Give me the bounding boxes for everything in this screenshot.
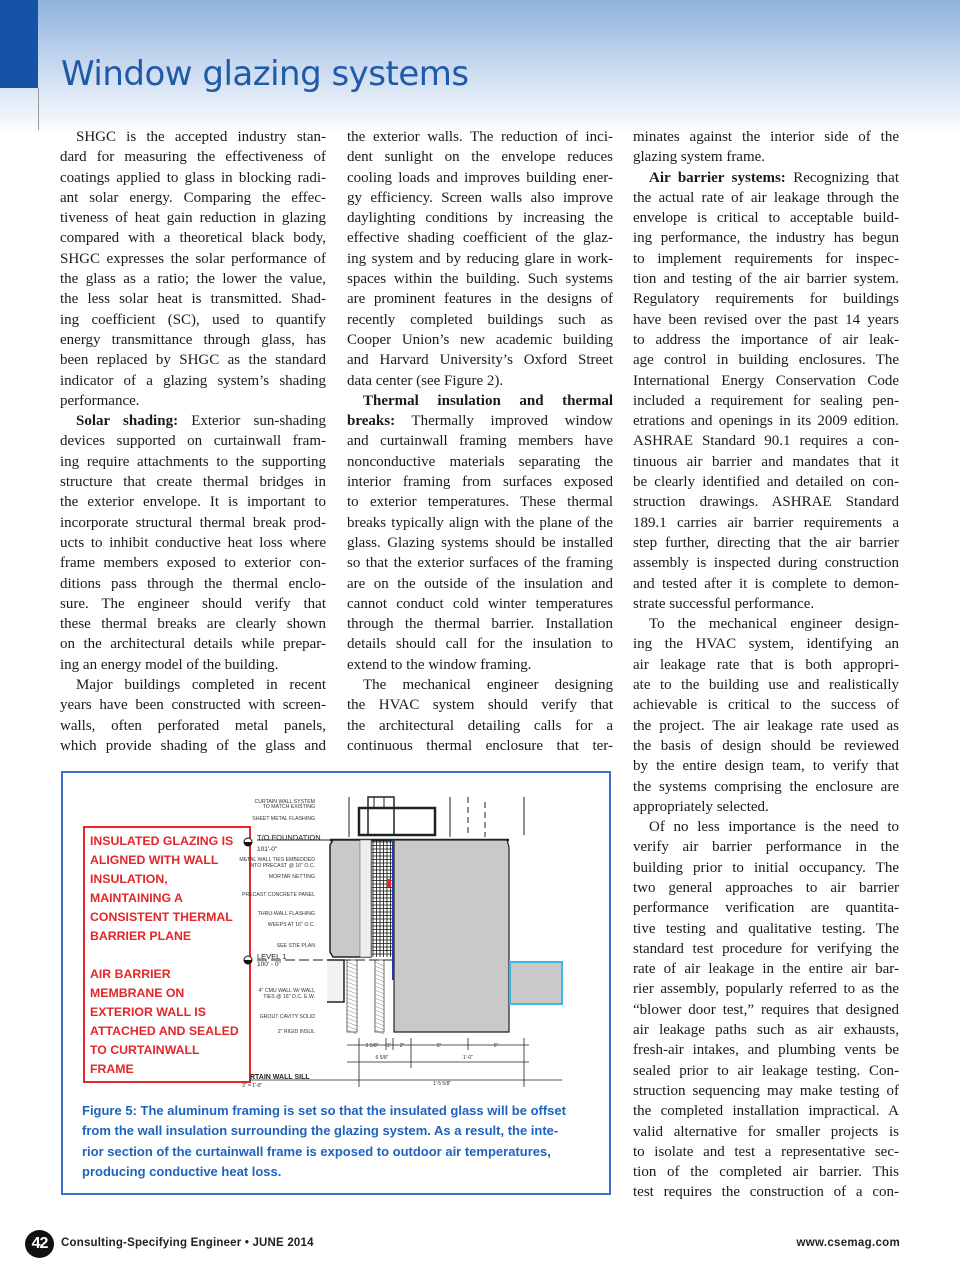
text-line: test requires the construction of a con- xyxy=(633,1184,899,1201)
text-line: the less solar heat is transmitted. Shad- xyxy=(60,291,326,308)
text-line: tiveness of heat gain reduction in glazing xyxy=(60,210,326,227)
text-line: ate to the building use and realistically xyxy=(633,677,899,694)
text-line: and tested after it is complete to demon- xyxy=(633,575,899,592)
label-sheet-metal-flashing: SHEET METAL FLASHING xyxy=(252,816,315,822)
text-line: rate of air leakage in the entire air bar- xyxy=(633,961,899,978)
text-line: to implement requirements for inspec- xyxy=(633,250,899,267)
wall-section-drawing xyxy=(63,773,613,1093)
callout-line: FRAME xyxy=(90,1062,134,1076)
text-line: the exterior walls. The reduction of inci- xyxy=(347,129,613,145)
text-line: tinuous air barrier and mandates that it xyxy=(633,453,899,470)
text-line: Of no less importance is the need to xyxy=(649,819,899,836)
text-line: SHGC is the accepted industry stan- xyxy=(76,129,326,145)
text-line: Cooper Union’s new academic building xyxy=(347,331,613,348)
text-line: Solar shading: Exterior sun-shading xyxy=(76,413,326,430)
level-marker-icon xyxy=(244,838,252,846)
text-line: walls, often perforated metal panels, xyxy=(60,717,326,734)
callout-line: CONSISTENT THERMAL xyxy=(90,910,233,924)
text-line: ing coefficient (SC), used to quantify xyxy=(60,311,326,328)
text-line: “blower door test,” requires that designed xyxy=(633,1001,899,1018)
text-line: the architectural detailing calls for a xyxy=(347,717,613,734)
label-sill: RTAIN WALL SILL xyxy=(250,1074,310,1081)
mortar-netting xyxy=(372,840,392,957)
text-line: been replaced by SHGC as the standard xyxy=(60,352,326,369)
text-line: dent sunlight on the envelope reduces xyxy=(347,149,613,166)
text-line: devices supported on curtainwall fram- xyxy=(60,433,326,450)
label-weeps: WEEPS AT 16" O.C. xyxy=(267,922,315,928)
label-wall-ties: METAL WALL TIES EMBEDDED xyxy=(239,857,315,863)
callout-line: MAINTAINING A xyxy=(90,891,183,905)
label-cmu: 4" CMU WALL W/ WALL xyxy=(258,988,315,994)
text-line: the HVAC system should verify that xyxy=(347,697,613,714)
text-line: tion and testing of the air barrier system. xyxy=(633,271,899,288)
callout-line: BARRIER PLANE xyxy=(90,929,192,943)
label-curtain-wall: CURTAIN WALL SYSTEM xyxy=(254,799,315,805)
text-line: ant solar energy. Comparing the effec- xyxy=(60,189,326,206)
floor-slab xyxy=(510,962,562,1004)
section-tab xyxy=(0,0,38,88)
text-line: breaks: Thermally improved window xyxy=(347,413,613,430)
text-line: recently completed buildings such as xyxy=(347,311,613,328)
text-line: interior framing from surfaces exposed xyxy=(347,474,613,491)
text-column-1 xyxy=(60,127,326,756)
text-line: Air barrier systems: Recognizing that xyxy=(649,169,899,186)
text-line: details should call for the insulation to xyxy=(347,636,613,653)
text-line: to isolate and test a representative sec- xyxy=(633,1143,899,1160)
caption-line: producing conductive heat loss. xyxy=(82,1163,282,1179)
concrete-slab xyxy=(394,840,509,1032)
text-line: ing require attachments to the supporting xyxy=(60,453,326,470)
level-labels xyxy=(242,833,321,1089)
text-line: appropriately selected. xyxy=(633,798,769,815)
text-line: cannot conduct cold winter temperatures xyxy=(347,595,613,612)
text-line: performance. xyxy=(60,392,140,409)
caption-line: Figure 5: The aluminum framing is set so that the insulated glass will be offset xyxy=(82,1103,566,1118)
label-grout: GROUT CAVITY SOLID xyxy=(259,1014,315,1020)
text-line: the actual rate of air leakage through the xyxy=(633,189,899,206)
text-line: so that the exterior surfaces of the framing xyxy=(347,555,613,572)
label-scale: 3" = 1'-0" xyxy=(242,1083,263,1089)
dim-label: 6" xyxy=(436,1043,442,1049)
text-line: tion of the completed air barrier. This xyxy=(633,1164,899,1181)
text-line: strate successful performance. xyxy=(633,595,815,612)
page-number: 42 xyxy=(25,1230,54,1258)
label-mortar-netting: MORTAR NETTING xyxy=(268,874,315,880)
text-line: cooling loads and improves building ener- xyxy=(347,169,613,186)
text-column-3 xyxy=(633,127,899,1203)
text-line: Regulatory requirements for buildings xyxy=(633,291,899,308)
callout-line: INSULATION, xyxy=(90,872,168,886)
dim-label: 1'-0" xyxy=(463,1055,473,1061)
text-line: to exterior temperatures. These thermal xyxy=(347,494,613,511)
text-line: the project. The air leakage rate used as xyxy=(633,717,899,734)
text-line: frame members exposed to exterior con- xyxy=(60,555,326,572)
text-line: gy efficiency. Screen walls also improve xyxy=(347,189,613,206)
cmu-wall xyxy=(327,960,344,1002)
callout-line: AIR BARRIER xyxy=(90,967,171,981)
text-line: 189.1 carries air barrier requirements a xyxy=(633,514,899,531)
text-line: are prominent features in the designs of xyxy=(347,291,613,308)
text-column-2 xyxy=(347,127,613,756)
text-line: standard test procedure for verifying the xyxy=(633,940,899,957)
text-line: etrations and openings in its 2009 edition. xyxy=(633,413,899,430)
dim-label: 3 5/8" xyxy=(365,1043,379,1049)
text-line: the exterior envelope. It is important to xyxy=(60,494,326,511)
text-line: verify air barrier performance in the xyxy=(633,839,899,856)
label-match-existing: TO MATCH EXISTING xyxy=(262,804,315,810)
label-foundation: T/O FOUNDATION xyxy=(257,833,321,842)
text-line: years have been constructed with screen- xyxy=(60,697,326,714)
figure-caption xyxy=(82,1101,602,1182)
text-line: continuous thermal enclosure that ter- xyxy=(347,737,613,754)
text-line: and Harvard University’s Oxford Street xyxy=(347,352,613,369)
label-foundation-elev: 101'-0" xyxy=(257,846,278,853)
text-line: minates against the interior side of the xyxy=(633,129,899,145)
run-in-heading: breaks: xyxy=(347,413,396,430)
text-line: glass. Glazing systems should be installed xyxy=(347,534,613,551)
text-line: glazing system frame. xyxy=(633,149,766,166)
divider xyxy=(38,88,39,130)
text-line: tive testing and qualitative testing. The xyxy=(633,920,899,937)
text-line: the completed installation impractical. A xyxy=(633,1103,899,1120)
text-line: nonconductive materials separating the xyxy=(347,453,613,470)
run-in-heading: Solar shading: xyxy=(76,413,179,430)
publication-line: Consulting-Specifying Engineer • JUNE 2014 xyxy=(61,1237,314,1249)
text-line: on the architectural details while prepar- xyxy=(60,636,326,653)
text-line: data center (see Figure 2). xyxy=(347,372,504,389)
text-line: fresh-air intakes, and plumbing vents be xyxy=(633,1042,899,1059)
dim-label: 6 5/8" xyxy=(375,1055,389,1061)
text-line: sure. The engineer should verify that xyxy=(60,595,326,612)
text-line: the glass as a ratio; the lower the value, xyxy=(60,271,326,288)
text-line: which provide shading of the glass and xyxy=(60,737,326,754)
text-line: incorporate structural thermal break prod- xyxy=(60,514,326,531)
callout-line: INSULATED GLAZING IS xyxy=(90,834,234,848)
label-precast-panel: PRECAST CONCRETE PANEL xyxy=(241,892,315,898)
text-line: the basis of design should be reviewed xyxy=(633,737,899,754)
text-line: struction sequencing may make testing of xyxy=(633,1082,899,1099)
text-line: energy transmittance through glass, has xyxy=(60,331,326,348)
text-line: indicator of a glazing system’s shading xyxy=(60,372,326,389)
text-line: daylighting conditions by increasing the xyxy=(347,210,613,227)
text-line: are on the outside of the insulation and xyxy=(347,575,613,592)
text-line: building prior to initial occupancy. The xyxy=(633,859,899,876)
text-line: have been revised over the past 14 years xyxy=(633,311,899,328)
callout-line: TO CURTAINWALL xyxy=(90,1043,200,1057)
text-line: the systems comprising the enclosure are xyxy=(633,778,899,795)
run-in-heading: Air barrier systems: xyxy=(649,169,786,186)
page-title: Window glazing systems xyxy=(61,54,469,94)
callout-line: EXTERIOR WALL IS xyxy=(90,1005,206,1019)
text-line: air leakage paths such as air exhausts, xyxy=(633,1022,899,1039)
text-line: be clearly identified and detailed on con- xyxy=(633,474,899,491)
text-line: these thermal breaks are clearly shown xyxy=(60,616,326,633)
text-line: and curtainwall framing members have xyxy=(347,433,613,450)
text-line: assembly is inspected during construction xyxy=(633,555,899,572)
text-line: To the mechanical engineer design- xyxy=(649,616,899,633)
text-line: rier assembly, popularly referred to as the xyxy=(633,981,899,998)
text-line: air leakage rate that is both appropri- xyxy=(633,656,899,673)
dim-label: 1" xyxy=(386,1043,392,1049)
dim-label: 1'-5 5/8" xyxy=(432,1081,452,1087)
text-line: structure that create thermal bridges in xyxy=(60,474,326,491)
callout-line: ALIGNED WITH WALL xyxy=(90,853,219,867)
text-line: coatings applied to glass in blocking radi- xyxy=(60,169,326,186)
text-line: extend to the window framing. xyxy=(347,656,532,673)
text-line: performance verification are quantita- xyxy=(633,900,899,917)
text-line: included a requirement for sealing pen- xyxy=(633,392,899,409)
text-line: ASHRAE Standard 90.1 requires a con- xyxy=(633,433,899,450)
caption-line: rior section of the curtainwall frame is exposed to outdoor air temperatures, xyxy=(82,1143,551,1159)
curtain-wall-frame xyxy=(349,797,524,837)
label-wall-ties-2: INTO PRECAST @ 16" O.C. xyxy=(248,863,315,869)
text-line: breaks typically align with the plane of the xyxy=(347,514,613,531)
label-site-plan: SEE STIE PLAN xyxy=(276,943,315,949)
text-line: sealed prior to air leakage testing. Con- xyxy=(633,1062,899,1079)
text-line: International Energy Conservation Code xyxy=(633,372,899,389)
text-line: achievable is critical to the success of xyxy=(633,697,899,714)
label-cmu-2: TIES @ 16" O.C. E.W. xyxy=(263,994,315,1000)
text-line: Major buildings completed in recent xyxy=(76,677,326,694)
text-line: struction drawings. ASHRAE Standard xyxy=(633,494,899,511)
level-marker-icon xyxy=(244,956,252,964)
text-line: ing system and by reducing glare in work- xyxy=(347,250,613,267)
website-url: www.csemag.com xyxy=(796,1237,900,1249)
text-line: ing performance, the industry has begun xyxy=(633,230,899,247)
text-line: ing the HVAC system, identifying an xyxy=(633,636,899,653)
text-line: age control in building enclosures. The xyxy=(633,352,899,369)
label-level-1-elev: 100' - 0" xyxy=(257,961,281,968)
text-line: compared with a theoretical black body, xyxy=(60,230,326,247)
label-thru-wall-flashing: THRU-WALL FLASHING xyxy=(257,911,315,917)
caption-line: from the wall insulation surrounding the glazing system. As a result, the inte- xyxy=(82,1123,559,1139)
dim-label: 6" xyxy=(493,1043,499,1049)
run-in-heading: Thermal insulation and thermal xyxy=(363,392,613,409)
text-line: ing an energy model of the building. xyxy=(60,656,279,673)
callout-line: ATTACHED AND SEALED xyxy=(90,1024,239,1038)
text-line: step further, directing that the air barrier xyxy=(633,534,899,551)
text-line: envelope is critical to acceptable build- xyxy=(633,210,899,227)
text-line: effective shading coefficient of the glaz- xyxy=(347,230,613,247)
text-line: The mechanical engineer designing xyxy=(363,677,613,694)
label-level-1: LEVEL 1 xyxy=(257,952,287,961)
text-line: two general approaches to air barrier xyxy=(633,879,899,896)
text-line: by the entire design team, to verify that xyxy=(633,758,899,775)
text-line: ditions pass through the thermal enclo- xyxy=(60,575,326,592)
text-line: through the thermal barrier. Installation xyxy=(347,616,613,633)
text-line: dard for measuring the effectiveness of xyxy=(60,149,326,166)
seal-marker xyxy=(387,879,391,887)
text-line: valid alternative for smaller projects is xyxy=(633,1123,899,1140)
callout-line: MEMBRANE ON xyxy=(90,986,185,1000)
text-line xyxy=(347,391,613,411)
text-line: spaces within the building. Such systems xyxy=(347,271,613,288)
dim-label: 2" xyxy=(399,1043,405,1049)
label-rigid-insul: 2" RIGID INSUL xyxy=(277,1029,315,1035)
panel-cavity xyxy=(360,840,371,957)
text-line: ucts to inhibit conductive heat loss where xyxy=(60,534,326,551)
text-line: SHGC expresses the solar performance of xyxy=(60,250,326,267)
figure-5 xyxy=(61,771,611,1195)
text-line: to address the importance of air leak- xyxy=(633,331,899,348)
